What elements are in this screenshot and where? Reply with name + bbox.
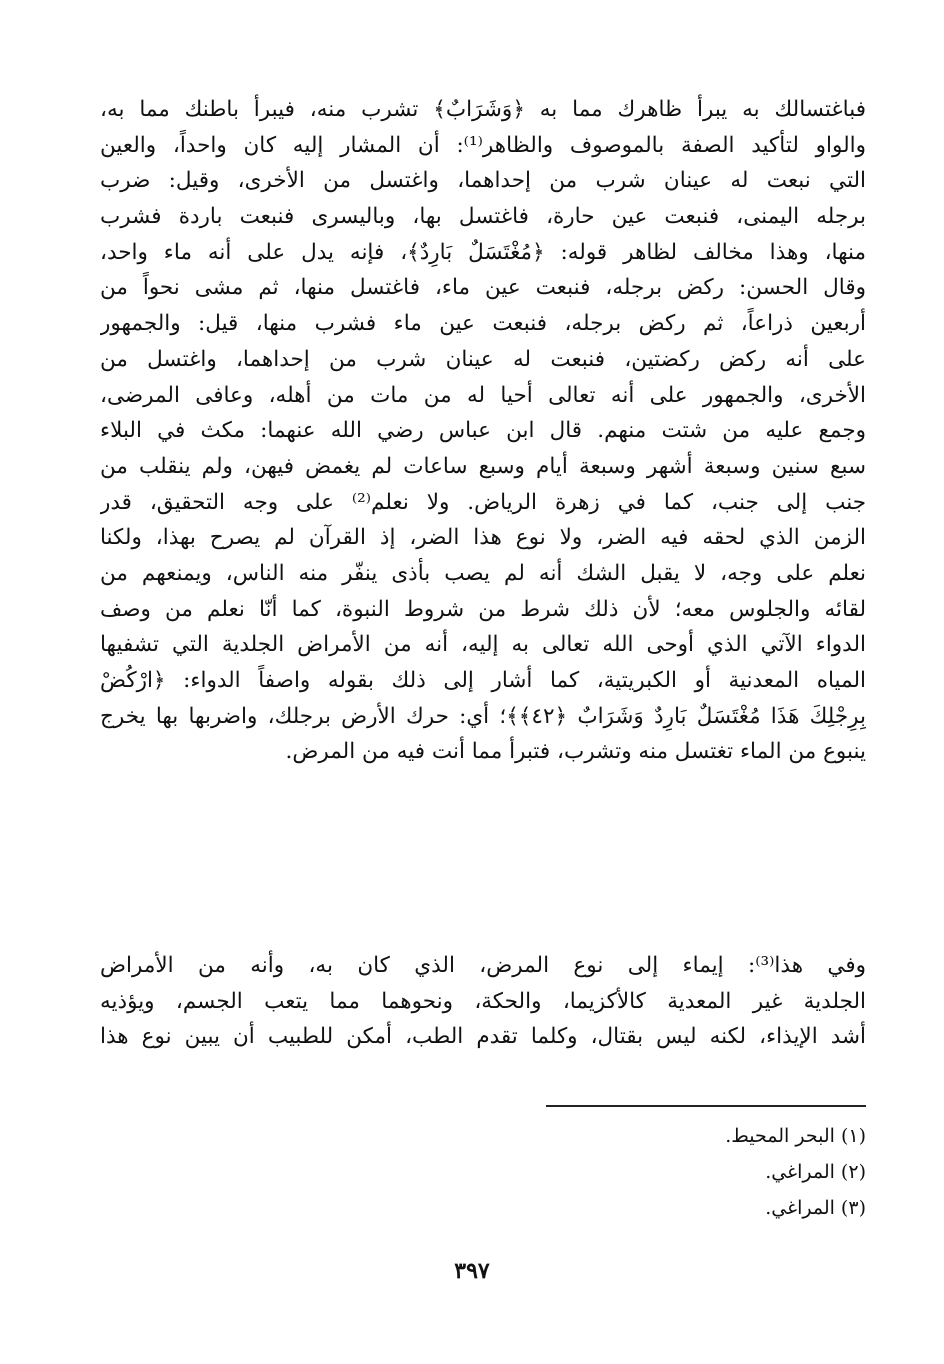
footnote-separator [546, 1105, 866, 1107]
footnote-item: (٢) المراغي. [765, 1161, 866, 1183]
text-line: فباغتسالك به يبرأ ظاهرك مما به ﴿وَشَرَابٌ﴾ تشرب منه، فيبرأ باطنك مما به، [100, 97, 866, 122]
footnote-item: (٣) المراغي. [765, 1197, 866, 1219]
text-line: الزمن الذي لحقه فيه الضر، ولا نوع هذا الضر، إذ القرآن لم يصرح بهذا، ولكنا [100, 525, 866, 551]
text-line: الدواء الآتي الذي أوحى الله تعالى به إليه، أنه من الأمراض الجلدية التي تشفيها [100, 632, 866, 658]
text-line: المياه المعدنية أو الكبريتية، كما أشار إلى ذلك بقوله واصفاً الدواء: ﴿ارْكُضْ [100, 668, 866, 693]
text-line: لقائه والجلوس معه؛ لأن ذلك شرط من شروط النبوة، كما أنّا نعلم من وصف [100, 596, 866, 622]
text-line: التي نبعت له عينان شرب من إحداهما، واغتسل من الأخرى، وقيل: ضرب [100, 168, 866, 194]
text-line: ينبوع من الماء تغتسل منه وتشرب، فتبرأ مما أنت فيه من المرض. [285, 739, 866, 765]
main-paragraph-2 [100, 948, 866, 1055]
text-line: على أنه ركض ركضتين، فنبعت له عينان شرب من إحداهما، واغتسل من [100, 346, 866, 372]
text-line: الأخرى، والجمهور على أنه تعالى أحيا له من مات من أهله، وعافى المرضى، [100, 382, 866, 408]
footnotes [500, 1118, 866, 1226]
text-line: وفي هذا⁽³⁾: إيماء إلى نوع المرض، الذي كان به، وأنه من الأمراض [100, 953, 866, 978]
text-line: والواو لتأكيد الصفة بالموصوف والظاهر⁽¹⁾: أن المشار إليه كان واحداً، والعين [100, 132, 866, 158]
text-line: برجله اليمنى، فنبعت عين حارة، فاغتسل بها، وباليسرى فنبعت باردة فشرب [100, 204, 866, 230]
text-line: وجمع عليه من شتت منهم. قال ابن عباس رضي الله عنهما: مكث في البلاء [100, 418, 866, 444]
text-line: بِرِجْلِكَ هَذَا مُغْتَسَلٌ بَارِدٌ وَشَرَابٌ ﴿٤٢﴾﴾؛ أي: حرك الأرض برجلك، واضربها بها يخرج [100, 703, 866, 729]
text-line: وقال الحسن: ركض برجله، فنبعت عين ماء، فاغتسل منها، ثم مشى نحواً من [100, 275, 866, 301]
text-line: جنب إلى جنب، كما في زهرة الرياض. ولا نعلم⁽²⁾ على وجه التحقيق، قدر [100, 489, 866, 515]
text-line: أشد الإيذاء، لكنه ليس بقتال، وكلما تقدم الطب، أمكن للطبيب أن يبين نوع هذا [100, 1024, 866, 1050]
text-line: منها، وهذا مخالف لظاهر قوله: ﴿مُغْتَسَلٌ بَارِدٌ﴾، فإنه يدل على أنه ماء واحد، [100, 239, 866, 265]
main-paragraph-1 [100, 92, 866, 770]
page-number: ٣٩٧ [454, 1258, 490, 1284]
text-line: نعلم على وجه، لا يقبل الشك أنه لم يصب بأذى ينفّر منه الناس، ويمنعهم من [100, 560, 866, 586]
text-line: الجلدية غير المعدية كالأكزيما، والحكة، ونحوهما مما يتعب الجسم، ويؤذيه [100, 988, 866, 1014]
text-line: سبع سنين وسبعة أشهر وسبعة أيام وسبع ساعات لم يغمض فيهن، ولم ينقلب من [100, 453, 866, 479]
footnote-item: (١) البحر المحيط. [725, 1125, 866, 1147]
text-line: أربعين ذراعاً، ثم ركض برجله، فنبعت عين ماء فشرب منها، قيل: والجمهور [100, 311, 866, 337]
